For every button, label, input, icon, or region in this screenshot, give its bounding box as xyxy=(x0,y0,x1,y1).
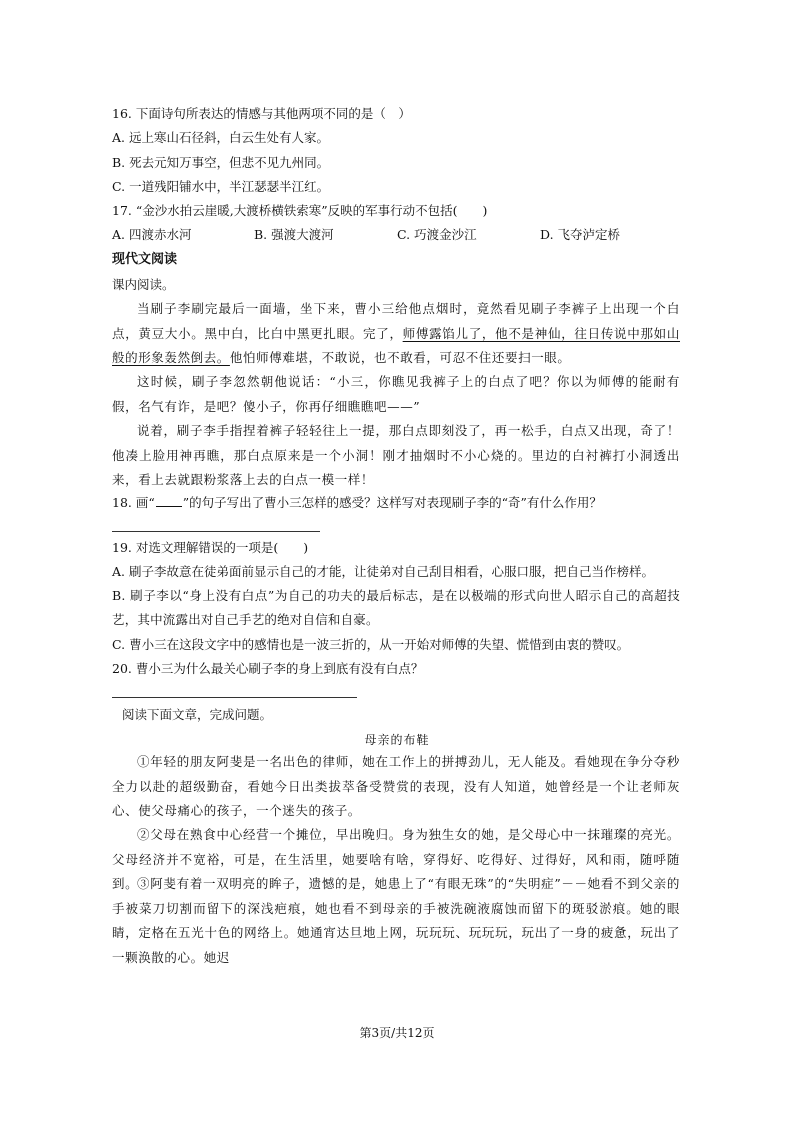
passage1-p1-before: 当刷子李刷完最后一面墙，坐下来，曹小三给他点烟时，竟然看见刷子李裤子上出现一个白点，黄豆大小。黑中白，比白中黑更扎眼。完了， xyxy=(112,301,680,341)
page-footer: 第3页/共12页 xyxy=(359,1026,435,1040)
q18-underline-marker xyxy=(156,494,182,507)
q16-option-a: A. 远上寒山石径斜，白云生处有人家。 xyxy=(112,130,329,145)
q17-option-b: B. 强渡大渡河 xyxy=(254,227,334,242)
q19-option-b: B. 刷子李以“身上没有白点”为自己的功夫的最后标志，是在以极端的形式向世人昭示自己的高超技艺，其中流露出对自己手艺的绝对自信和自豪。 xyxy=(112,588,680,627)
passage2-paragraph-1: ①年轻的朋友阿斐是一名出色的律师，她在工作上的拼搏劲儿，无人能及。看她现在争分夺秒全力以赴的超级勤奋，看她今日出类拔萃备受赞赏的表现，没有人知道，她曾经是一个让老师灰心、使父母痛心的孩子，一个迷失的孩子。 xyxy=(112,754,680,818)
q20-stem: 20. 曹小三为什么最关心刷子李的身上到底有没有白点？ xyxy=(112,661,424,676)
passage1-p1-underlined: 师傅露馅儿了，他不是神仙，往日传说中那如山般的形象轰然倒去。 xyxy=(112,325,680,365)
q19-stem: 19. 对选文理解错误的一项是( ) xyxy=(112,540,309,555)
q19-option-c: C. 曹小三在这段文字中的感情也是一波三折的，从一开始对师傅的失望、慌惜到由衷的赞叹。 xyxy=(112,637,630,652)
q17-stem: 17. “金沙水拍云崖暖,大渡桥横铁索寒”反映的军事行动不包括( ) xyxy=(112,203,488,218)
passage1-paragraph-2: 这时候，刷子李忽然朝他说话：“小三，你瞧见我裤子上的白点了吧？你以为师傅的能耐有假，名气有诈，是吧？傻小子，你再仔细瞧瞧吧——” xyxy=(112,374,680,414)
q18-answer-line[interactable] xyxy=(112,531,320,532)
passage2-paragraph-3: ③阿斐有着一双明亮的眸子，遗憾的是，她患上了“有眼无珠”的“失明症”－－她看不到父亲的手被菜刀切割而留下的深浅疤痕，她也看不到母亲的手被洗碗液腐蚀而留下的斑驳淤痕。她的眼睛，定格在五光十色的网络上。她通宵达旦地上网，玩玩玩、玩玩玩，玩出了一身的疲惫，玩出了一颗涣散的心。她迟 xyxy=(112,876,680,965)
passage2-paragraph-2: ②父母在熟食中心经营一个摊位，早出晚归。身为独生女的她，是父母心中一抹璀璨的亮光。父母经济并不宽裕，可是，在生活里，她要啥有啥，穿得好、吃得好、过得好，风和雨，随呼随到。 xyxy=(112,827,680,891)
passage2-intro: 阅读下面文章，完成问题。 xyxy=(122,707,273,722)
passage1-p1-after: 他怕师傅难堪，不敢说，也不敢看，可忍不住还要扫一眼。 xyxy=(229,350,571,365)
q19-option-a: A. 刷子李故意在徒弟面前显示自己的才能，让徒弟对自己刮目相看，心服口服，把自己当作榜样。 xyxy=(112,564,654,579)
q18-stem xyxy=(112,494,602,512)
q17-option-d: D. 飞夺泸定桥 xyxy=(540,227,621,242)
passage1-intro: 课内阅读。 xyxy=(112,277,175,292)
q17-option-c: C. 巧渡金沙江 xyxy=(397,227,477,242)
section-title: 现代文阅读 xyxy=(112,252,178,267)
q18-before: 18. 画“ xyxy=(112,495,155,510)
q16-option-b: B. 死去元知万事空，但悲不见九州同。 xyxy=(112,155,330,170)
q17-option-a: A. 四渡赤水河 xyxy=(112,227,192,242)
passage1-paragraph-1 xyxy=(112,297,680,371)
q18-after: ”的句子写出了曹小三怎样的感受？这样写对表现刷子李的“奇”有什么作用？ xyxy=(182,495,602,510)
q16-stem: 16. 下面诗句所表达的情感与其他两项不同的是（ ） xyxy=(112,106,411,121)
q16-option-c: C. 一道残阳铺水中，半江瑟瑟半江红。 xyxy=(112,179,330,194)
passage1-paragraph-3: 说着，刷子李手指捏着裤子轻轻往上一提，那白点即刻没了，再一松手，白点又出现，奇了！他凑上脸用神再瞧，那白点原来是一个小洞！刚才抽烟时不小心烧的。里边的白衬裤打小洞透出来，看上去就跟粉浆落上去的白点一模一样！ xyxy=(112,423,680,487)
q20-answer-line[interactable] xyxy=(112,697,357,698)
passage2-title: 母亲的布鞋 xyxy=(364,733,430,747)
q17-options xyxy=(112,226,672,244)
